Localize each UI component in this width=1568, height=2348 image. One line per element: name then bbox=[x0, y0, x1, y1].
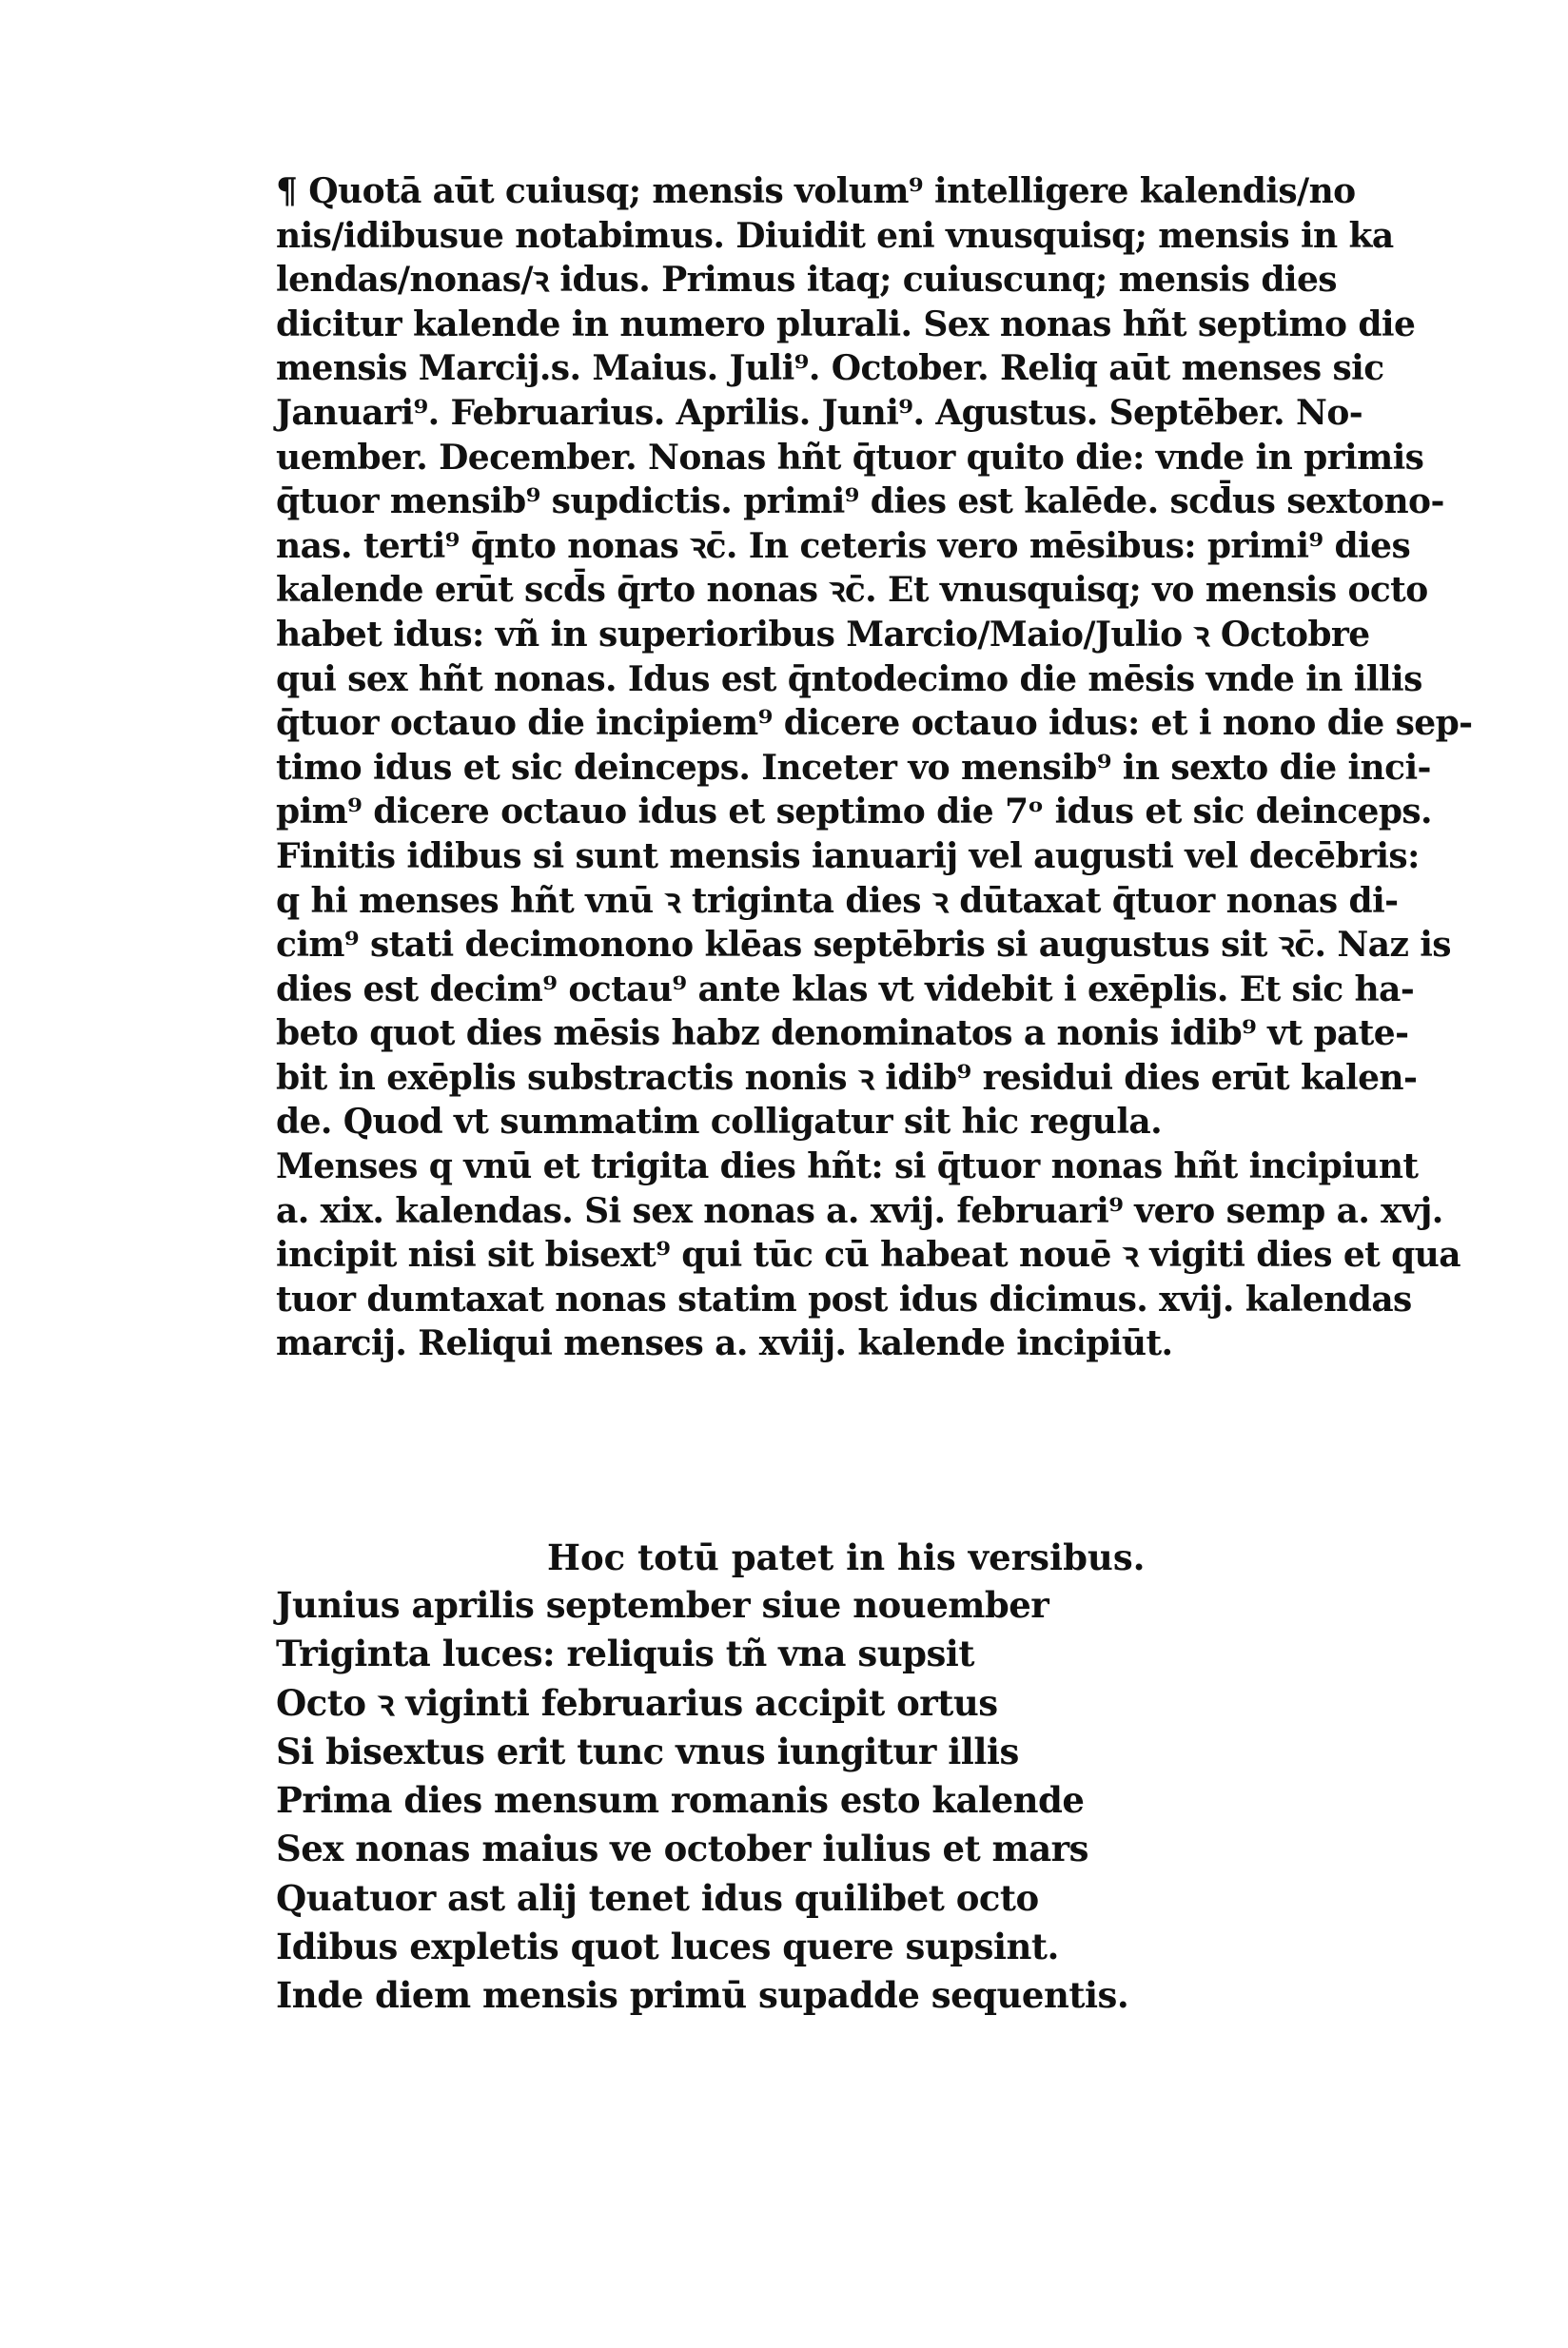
verse-line: Inde diem mensis primū supadde sequentis. bbox=[276, 1974, 1129, 2017]
prose-line: q̄tuor octauo die incipiem⁹ dicere octauo idus: et i nono die sep- bbox=[276, 703, 1473, 744]
verse-line: Si bisextus erit tunc vnus iungitur illis bbox=[276, 1730, 1019, 1772]
prose-line: mensis Marcij.s. Maius. Juli⁹. October. Reliq aūt menses sic bbox=[276, 348, 1384, 389]
prose-line: de. Quod vt summatim colligatur sit hic regula. bbox=[276, 1102, 1163, 1143]
prose-line: uember. December. Nonas hñt q̄tuor quito die: vnde in primis bbox=[276, 437, 1424, 478]
prose-line: pim⁹ dicere octauo idus et septimo die 7ᵒ idus et sic deinceps. bbox=[276, 792, 1432, 832]
verse-line: Prima dies mensum romanis esto kalende bbox=[276, 1779, 1085, 1822]
verse-block bbox=[276, 1581, 1227, 2021]
prose-line: dicitur kalende in numero plurali. Sex nonas hñt septimo die bbox=[276, 303, 1416, 344]
prose-line: dies est decim⁹ octau⁹ ante klas vt videbit i exēplis. Et sic ha- bbox=[276, 969, 1415, 1009]
prose-line: incipit nisi sit bisext⁹ qui tūc cū habeat nouē ꝛ vigiti dies et qua bbox=[276, 1235, 1460, 1276]
prose-line: kalende erūt scd̄s q̄rto nonas ꝛc̄. Et vnusquisq; vo mensis octo bbox=[276, 570, 1428, 611]
verse-line: Idibus expletis quot luces quere supsint. bbox=[276, 1926, 1059, 1968]
verse-line: Triginta luces: reliquis tñ vna supsit bbox=[276, 1633, 974, 1675]
prose-line: bit in exēplis substractis nonis ꝛ idib⁹ residui dies erūt kalen- bbox=[276, 1057, 1418, 1098]
prose-line: Finitis idibus si sunt mensis ianuarij vel augusti vel decēbris: bbox=[276, 835, 1420, 876]
prose-line: lendas/nonas/ꝛ idus. Primus itaq; cuiuscunq; mensis dies bbox=[276, 260, 1337, 301]
verse-line: Quatuor ast alij tenet idus quilibet octo bbox=[276, 1876, 1039, 1919]
prose-line: nis/idibusue notabimus. Diuidit eni vnusquisq; mensis in ka bbox=[276, 215, 1394, 256]
prose-line: Januari⁹. Februarius. Aprilis. Juni⁹. Agustus. Septēber. No- bbox=[276, 392, 1363, 433]
prose-line: habet idus: vñ in superioribus Marcio/Maio/Julio ꝛ Octobre bbox=[276, 614, 1370, 655]
prose-line: nas. terti⁹ q̄nto nonas ꝛc̄. In ceteris vero mēsibus: primi⁹ dies bbox=[276, 525, 1411, 566]
prose-line: marcij. Reliqui menses a. xviij. kalende incipiūt. bbox=[276, 1323, 1173, 1364]
prose-line: q hi menses hñt vnū ꝛ triginta dies ꝛ dūtaxat q̄tuor nonas di- bbox=[276, 880, 1399, 921]
prose-line: ¶ Quotā aūt cuiusq; mensis volum⁹ intelligere kalendis/no bbox=[276, 171, 1356, 211]
prose-line: q̄tuor mensib⁹ supdictis. primi⁹ dies est kalēde. scd̄us sextono- bbox=[276, 481, 1444, 522]
prose-line: cim⁹ stati decimonono klēas septēbris si augustus sit ꝛc̄. Naz is bbox=[276, 925, 1451, 966]
prose-block bbox=[276, 169, 1494, 1366]
prose-line: qui sex hñt nonas. Idus est q̄ntodecimo die mēsis vnde in illis bbox=[276, 658, 1422, 699]
prose-line: a. xix. kalendas. Si sex nonas a. xvij. februari⁹ vero semp a. xvj. bbox=[276, 1190, 1443, 1231]
prose-line: tuor dumtaxat nonas statim post idus dicimus. xvij. kalendas bbox=[276, 1279, 1412, 1320]
prose-line: timo idus et sic deinceps. Inceter vo mensib⁹ in sexto die inci- bbox=[276, 747, 1431, 788]
verse-line: Sex nonas maius ve october iulius et mars bbox=[276, 1828, 1088, 1870]
verse-line: Octo ꝛ viginti februarius accipit ortus bbox=[276, 1681, 998, 1724]
prose-line: Menses q vnū et trigita dies hñt: si q̄tuor nonas hñt incipiunt bbox=[276, 1146, 1419, 1187]
prose-line: beto quot dies mēsis habz denominatos a nonis idib⁹ vt pate- bbox=[276, 1013, 1409, 1054]
verse-line: Junius aprilis september siue nouember bbox=[276, 1584, 1049, 1626]
verse-heading: Hoc totū patet in his versibus. bbox=[547, 1536, 1146, 1578]
